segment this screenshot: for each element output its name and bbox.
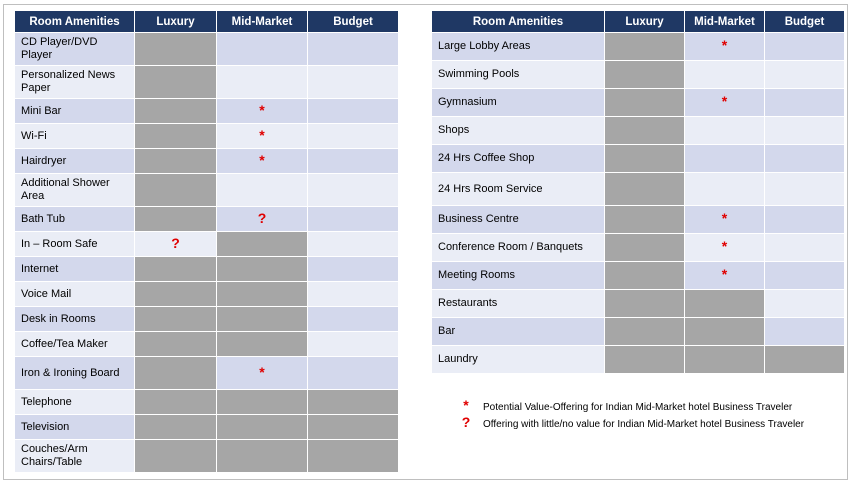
budget-cell-empty [308, 207, 399, 232]
mid-market-cell-marked [685, 33, 765, 61]
budget-cell-empty [308, 99, 399, 124]
mid-market-cell-offered [217, 307, 308, 332]
budget-cell-empty [308, 232, 399, 257]
question-icon: ? [257, 209, 267, 226]
mid-market-cell-offered [217, 257, 308, 282]
table-row [15, 415, 399, 440]
amenity-label: Business Centre [432, 206, 605, 234]
amenity-label: Bath Tub [15, 207, 135, 232]
luxury-cell-offered [135, 440, 217, 473]
amenity-label: CD Player/DVD Player [15, 33, 135, 66]
star-icon: * [259, 101, 265, 118]
luxury-cell-offered [605, 33, 685, 61]
amenity-label: Couches/Arm Chairs/Table [15, 440, 135, 473]
mid-market-cell-offered [217, 415, 308, 440]
budget-cell-empty [765, 173, 845, 206]
budget-cell-empty [765, 318, 845, 346]
table-row [432, 173, 845, 206]
amenity-label: Coffee/Tea Maker [15, 332, 135, 357]
amenity-label: Voice Mail [15, 282, 135, 307]
budget-cell-empty [308, 33, 399, 66]
mid-market-cell-marked [217, 149, 308, 174]
star-icon: * [721, 238, 728, 254]
question-icon: ? [461, 414, 471, 430]
amenity-label: 24 Hrs Room Service [432, 173, 605, 206]
amenity-label: Telephone [15, 390, 135, 415]
luxury-cell-offered [605, 173, 685, 206]
mid-market-cell-marked [217, 124, 308, 149]
budget-cell-offered [765, 346, 845, 374]
star-icon: * [259, 151, 265, 168]
luxury-cell-offered [135, 66, 217, 99]
mid-market-cell-offered [217, 440, 308, 473]
budget-cell-empty [308, 307, 399, 332]
table-row [15, 124, 399, 149]
amenity-label: Swimming Pools [432, 61, 605, 89]
legend-question [457, 414, 804, 430]
budget-cell-empty [308, 149, 399, 174]
mid-market-cell-marked [685, 234, 765, 262]
budget-cell-empty [765, 145, 845, 173]
amenity-label: 24 Hrs Coffee Shop [432, 145, 605, 173]
budget-cell-empty [308, 66, 399, 99]
left-header-amenities: Room Amenities [15, 11, 135, 33]
budget-cell-empty [765, 117, 845, 145]
mid-market-cell-marked [685, 206, 765, 234]
mid-market-cell-offered [217, 390, 308, 415]
amenity-label: Laundry [432, 346, 605, 374]
mid-market-cell-empty [685, 145, 765, 173]
amenity-label: Mini Bar [15, 99, 135, 124]
mid-market-cell-offered [685, 290, 765, 318]
table-row [432, 117, 845, 145]
right-header-budget: Budget [765, 11, 845, 33]
budget-cell-empty [308, 174, 399, 207]
budget-cell-empty [308, 357, 399, 390]
luxury-cell-offered [135, 390, 217, 415]
amenity-label: In – Room Safe [15, 232, 135, 257]
table-row [15, 357, 399, 390]
luxury-cell-offered [135, 174, 217, 207]
budget-cell-empty [765, 262, 845, 290]
table-row [15, 440, 399, 473]
mid-market-cell-offered [217, 332, 308, 357]
table-row [15, 390, 399, 415]
table-row [15, 174, 399, 207]
luxury-cell-offered [135, 149, 217, 174]
luxury-cell-offered [135, 357, 217, 390]
budget-cell-empty [765, 89, 845, 117]
mid-market-cell-offered [685, 318, 765, 346]
mid-market-cell-offered [685, 346, 765, 374]
budget-cell-offered [308, 415, 399, 440]
budget-cell-empty [308, 282, 399, 307]
right-header-amenities: Room Amenities [432, 11, 605, 33]
mid-market-cell-marked [685, 89, 765, 117]
question-icon: ? [171, 234, 180, 251]
left-header-luxury: Luxury [135, 11, 217, 33]
amenity-label: Wi-Fi [15, 124, 135, 149]
luxury-cell-offered [605, 206, 685, 234]
budget-cell-offered [308, 440, 399, 473]
budget-cell-empty [765, 234, 845, 262]
budget-cell-empty [308, 124, 399, 149]
table-row [15, 99, 399, 124]
table-row [15, 149, 399, 174]
luxury-cell-offered [605, 346, 685, 374]
right-header-mid-market: Mid-Market [685, 11, 765, 33]
mid-market-cell-marked [217, 357, 308, 390]
table-row [15, 232, 399, 257]
star-icon: * [721, 93, 728, 109]
table-row [432, 318, 845, 346]
table-row [432, 33, 845, 61]
luxury-cell-offered [605, 234, 685, 262]
table-row [432, 145, 845, 173]
table-row [432, 346, 845, 374]
luxury-cell-offered [605, 145, 685, 173]
budget-cell-empty [765, 206, 845, 234]
table-row [432, 89, 845, 117]
left-header-mid-market: Mid-Market [217, 11, 308, 33]
table-row [15, 257, 399, 282]
amenity-label: Television [15, 415, 135, 440]
mid-market-cell-offered [217, 282, 308, 307]
mid-market-cell-marked [685, 262, 765, 290]
star-icon: * [259, 126, 265, 143]
budget-cell-empty [765, 33, 845, 61]
amenity-label: Internet [15, 257, 135, 282]
luxury-cell-marked [135, 232, 217, 257]
luxury-cell-offered [135, 33, 217, 66]
star-icon: * [463, 397, 469, 413]
luxury-cell-offered [135, 257, 217, 282]
legend-question-text: Offering with little/no value for Indian Mid-Market hotel Business Traveler [483, 419, 805, 430]
luxury-cell-offered [135, 99, 217, 124]
left-header-budget: Budget [308, 11, 399, 33]
amenity-label: Personalized News Paper [15, 66, 135, 99]
star-icon: * [721, 210, 728, 226]
luxury-cell-offered [605, 117, 685, 145]
luxury-cell-offered [135, 207, 217, 232]
luxury-cell-offered [135, 415, 217, 440]
amenity-label: Hairdryer [15, 149, 135, 174]
luxury-cell-offered [605, 61, 685, 89]
star-icon: * [259, 363, 265, 380]
table-row [432, 61, 845, 89]
amenity-label: Additional Shower Area [15, 174, 135, 207]
luxury-cell-offered [135, 124, 217, 149]
star-icon: * [721, 266, 728, 282]
amenity-label: Iron & Ironing Board [15, 357, 135, 390]
right-amenities-table [431, 10, 845, 374]
budget-cell-empty [308, 332, 399, 357]
amenity-label: Bar [432, 318, 605, 346]
mid-market-cell-offered [217, 232, 308, 257]
left-table-header [15, 11, 399, 33]
mid-market-cell-empty [685, 61, 765, 89]
table-row [432, 234, 845, 262]
right-table-header [432, 11, 845, 33]
luxury-cell-offered [605, 318, 685, 346]
budget-cell-empty [765, 290, 845, 318]
table-row [15, 307, 399, 332]
star-icon: * [721, 37, 728, 53]
mid-market-cell-marked [217, 207, 308, 232]
table-row [432, 262, 845, 290]
right-header-luxury: Luxury [605, 11, 685, 33]
left-amenities-table [14, 10, 399, 473]
amenity-label: Conference Room / Banquets [432, 234, 605, 262]
budget-cell-empty [308, 257, 399, 282]
amenity-label: Shops [432, 117, 605, 145]
mid-market-cell-empty [685, 173, 765, 206]
table-row [15, 282, 399, 307]
luxury-cell-offered [605, 290, 685, 318]
table-row [15, 66, 399, 99]
amenity-label: Desk in Rooms [15, 307, 135, 332]
luxury-cell-offered [135, 307, 217, 332]
amenity-label: Meeting Rooms [432, 262, 605, 290]
budget-cell-empty [765, 61, 845, 89]
table-row [15, 33, 399, 66]
table-row [15, 207, 399, 232]
amenity-label: Large Lobby Areas [432, 33, 605, 61]
mid-market-cell-empty [217, 33, 308, 66]
amenity-label: Gymnasium [432, 89, 605, 117]
luxury-cell-offered [605, 262, 685, 290]
table-row [432, 206, 845, 234]
mid-market-cell-empty [217, 174, 308, 207]
luxury-cell-offered [605, 89, 685, 117]
mid-market-cell-empty [217, 66, 308, 99]
luxury-cell-offered [135, 332, 217, 357]
legend-star [457, 397, 792, 413]
table-row [432, 290, 845, 318]
legend-star-text: Potential Value-Offering for Indian Mid-Market hotel Business Traveler [483, 402, 793, 413]
luxury-cell-offered [135, 282, 217, 307]
budget-cell-offered [308, 390, 399, 415]
mid-market-cell-empty [685, 117, 765, 145]
table-row [15, 332, 399, 357]
mid-market-cell-marked [217, 99, 308, 124]
amenity-label: Restaurants [432, 290, 605, 318]
